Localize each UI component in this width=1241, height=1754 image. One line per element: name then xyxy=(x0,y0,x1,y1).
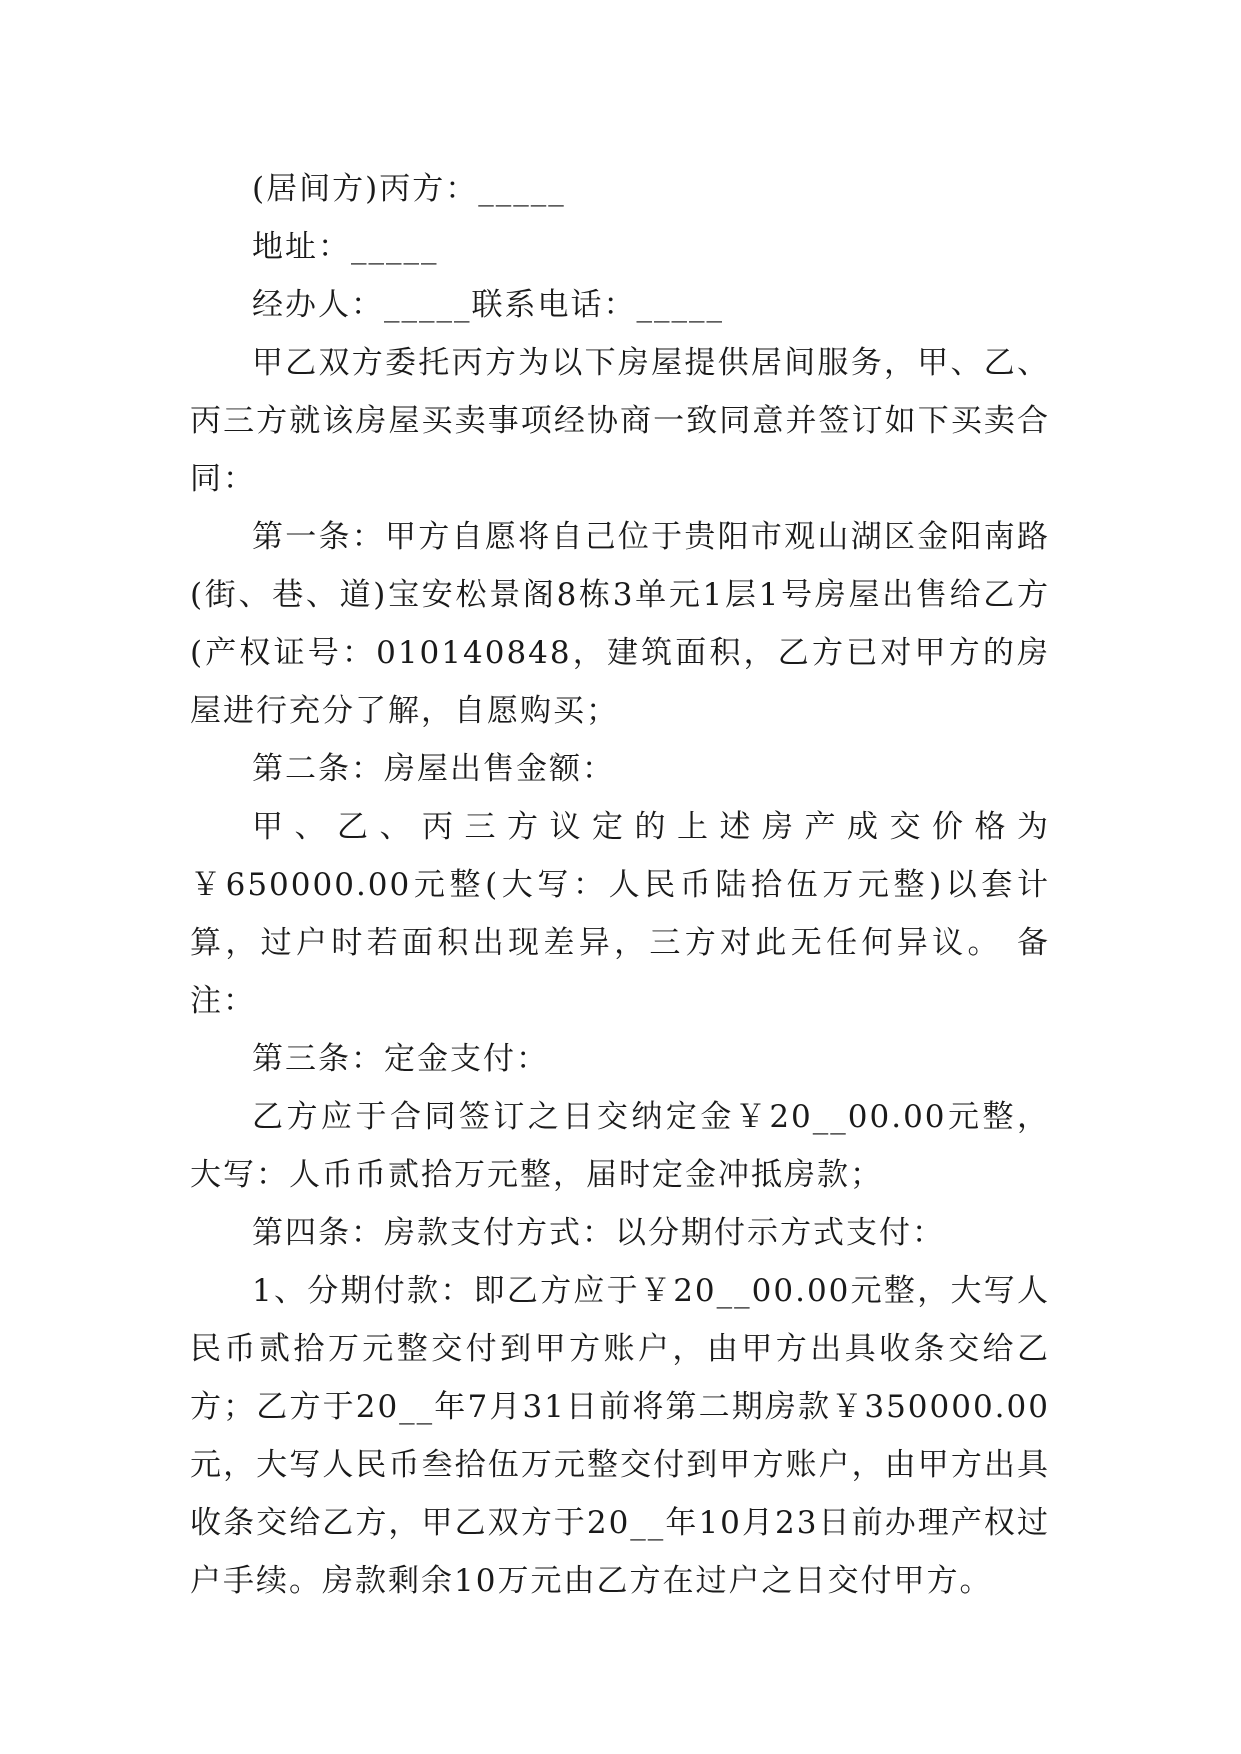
article-3-heading: 第三条：定金支付： xyxy=(252,1041,549,1077)
preamble-paragraph: 甲乙双方委托丙方为以下房屋提供居间服务，甲、乙、丙三方就该房屋买卖事项经协商一致同意并签订如下买卖合同： xyxy=(190,345,1050,497)
article-2-heading: 第二条：房屋出售金额： xyxy=(252,751,615,787)
article-1-paragraph: 第一条：甲方自愿将自己位于贵阳市观山湖区金阳南路(街、巷、道)宝安松景阁8栋3单元1层1号房屋出售给乙方(产权证号：010140848，建筑面积，乙方已对甲方的房屋进行充分了解，自愿购买； xyxy=(190,519,1050,729)
article-2-paragraph: 甲、乙、丙三方议定的上述房产成交价格为￥650000.00元整(大写：人民币陆拾伍万元整)以套计算，过户时若面积出现差异，三方对此无任何异议。 备注： xyxy=(190,809,1050,1019)
document-body xyxy=(190,160,1050,1610)
article-4-paragraph: 1、分期付款：即乙方应于￥20__00.00元整，大写人民币贰拾万元整交付到甲方账户，由甲方出具收条交给乙方；乙方于20__年7月31日前将第二期房款￥350000.00元，大写人民币叁拾伍万元整交付到甲方账户，由甲方出具收条交给乙方，甲乙双方于20__年10月23日前办理产权过户手续。房款剩余10万元由乙方在过户之日交付甲方。 xyxy=(190,1273,1050,1599)
agent-contact-line: 经办人：_____联系电话：_____ xyxy=(252,287,724,323)
article-4-heading: 第四条：房款支付方式：以分期付示方式支付： xyxy=(252,1215,945,1251)
article-3-paragraph: 乙方应于合同签订之日交纳定金￥20__00.00元整，大写：人币币贰拾万元整，届时定金冲抵房款； xyxy=(190,1099,1050,1193)
address-line: 地址：_____ xyxy=(252,229,439,265)
intermediary-party-line: (居间方)丙方：_____ xyxy=(252,171,566,207)
